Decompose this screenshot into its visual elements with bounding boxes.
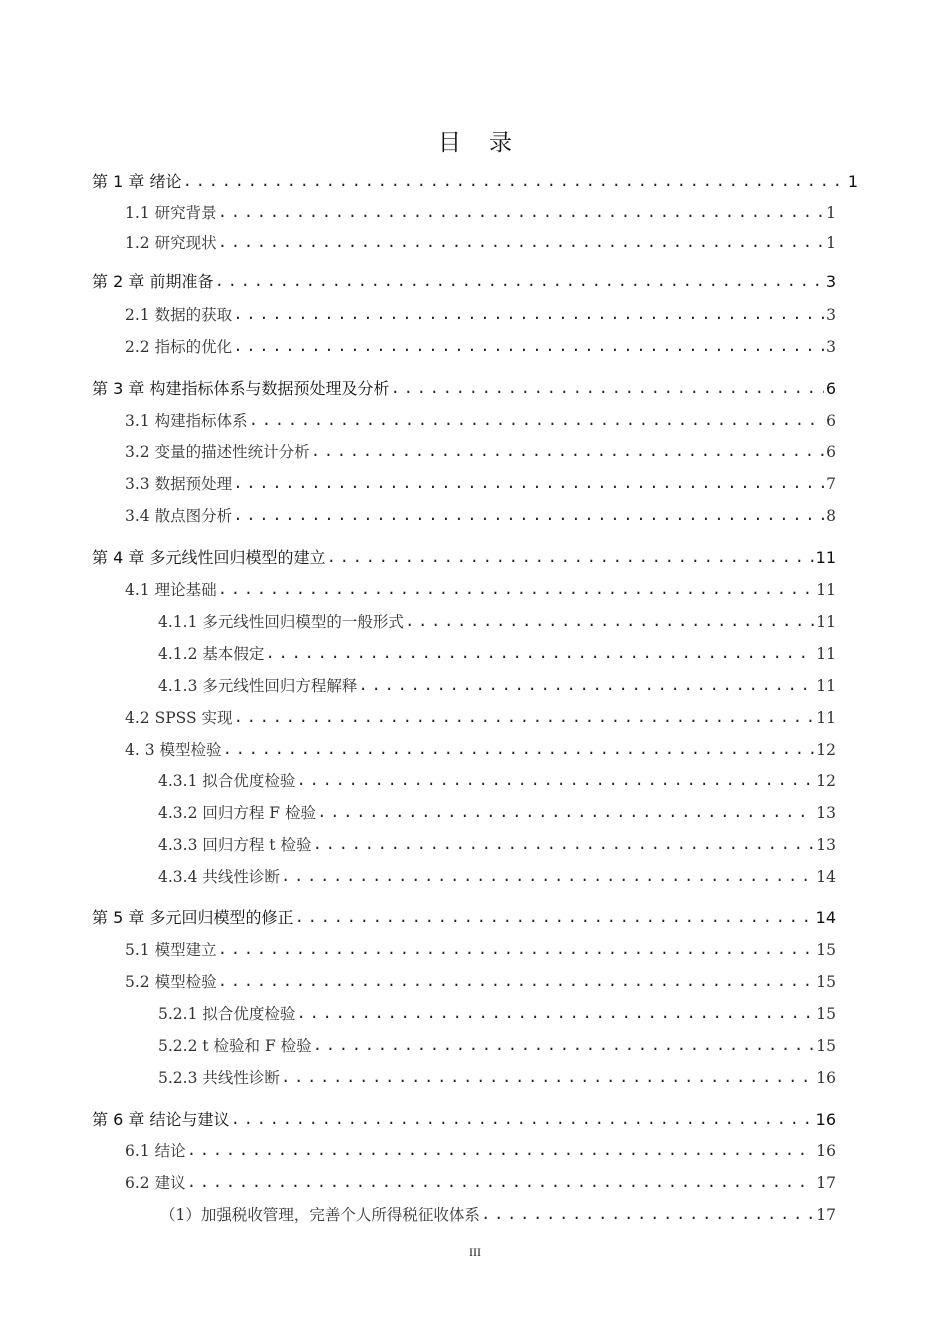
toc-entry-label: 1.1 研究背景 [125,204,217,222]
toc-entry-label: 2.2 指标的优化 [125,338,233,356]
toc-entry-label: 5.2.1 拟合优度检验 [158,1005,296,1023]
toc-entry-label: 5.2.2 t 检验和 F 检验 [158,1037,312,1055]
toc-entry-page-number: 8 [826,507,836,525]
toc-section-entry[interactable] [125,229,836,253]
dot-leader [296,771,814,791]
dot-leader [390,379,823,399]
toc-entry-label: 5.2.3 共线性诊断 [158,1069,280,1087]
toc-entry-label: 5.2 模型检验 [125,973,217,991]
toc-entry-label: 5.1 模型建立 [125,941,217,959]
toc-subsection-entry[interactable] [158,1000,836,1024]
dot-leader [233,337,824,357]
toc-entry-page-number: 14 [815,908,836,927]
toc-entry-page-number: 16 [815,1110,836,1129]
toc-chapter-entry[interactable] [92,375,836,399]
toc-entry-page-number: 15 [816,941,836,959]
dot-leader [481,1205,814,1225]
toc-entry-label: 1.2 研究现状 [125,234,217,252]
dot-leader [218,203,825,223]
toc-entry-page-number: 12 [816,741,836,759]
toc-entry-page-number: 11 [816,677,836,695]
toc-entry-label: 第 4 章 多元线性回归模型的建立 [92,548,326,567]
toc-entry-page-number: 7 [826,475,836,493]
toc-entry-page-number: 11 [816,645,836,663]
toc-entry-page-number: 15 [816,1037,836,1055]
toc-subsection-entry[interactable] [158,1032,836,1056]
toc-entry-page-number: 16 [816,1069,836,1087]
toc-subsection-entry[interactable] [158,863,836,887]
toc-subsection-entry[interactable] [158,1064,836,1088]
toc-chapter-entry[interactable] [92,268,836,292]
dot-leader [233,506,824,526]
toc-entry-page-number: 11 [816,613,836,631]
toc-entry-label: 4.3.3 回归方程 t 检验 [158,836,312,854]
toc-entry-label: （1）加强税收管理，完善个人所得税征收体系 [160,1206,480,1224]
dot-leader [233,474,824,494]
toc-section-entry[interactable] [125,438,836,462]
toc-entry-page-number: 11 [816,709,836,727]
toc-entry-label: 6.2 建议 [125,1174,186,1192]
toc-entry-page-number: 15 [816,973,836,991]
dot-leader [281,1068,814,1088]
toc-entry-page-number: 17 [816,1174,836,1192]
dot-leader [312,835,814,855]
toc-entry-label: 3.2 变量的描述性统计分析 [125,443,310,461]
toc-section-entry[interactable] [125,502,836,526]
dot-leader [218,580,815,600]
toc-entry-page-number: 13 [816,836,836,854]
dot-leader [311,442,825,462]
toc-entry-label: 4.3.2 回归方程 F 检验 [158,804,316,822]
toc-subsection-entry[interactable] [160,1201,836,1225]
toc-subsection-entry[interactable] [158,640,836,664]
toc-entry-label: 4.3.4 共线性诊断 [158,868,280,886]
toc-chapter-entry[interactable] [92,544,836,568]
dot-leader [187,1173,815,1193]
toc-entry-label: 4.1.3 多元线性回归方程解释 [158,677,358,695]
dot-leader [296,1004,814,1024]
toc-entry-page-number: 3 [825,272,836,291]
toc-entry-page-number: 14 [816,868,836,886]
toc-subsection-entry[interactable] [158,672,836,696]
toc-entry-label: 3.1 构建指标体系 [125,412,248,430]
dot-leader [223,740,815,760]
toc-section-entry[interactable] [125,936,836,960]
toc-chapter-entry[interactable] [92,904,836,928]
toc-section-entry[interactable] [125,333,836,357]
toc-entry-page-number: 6 [825,379,836,398]
toc-subsection-entry[interactable] [158,767,836,791]
toc-entry-page-number: 6 [826,443,836,461]
toc-entry-page-number: 13 [816,804,836,822]
toc-subsection-entry[interactable] [158,799,836,823]
toc-subsection-entry[interactable] [158,831,836,855]
toc-section-entry[interactable] [125,470,836,494]
toc-entry-page-number: 15 [816,1005,836,1023]
toc-entry-label: 第 2 章 前期准备 [92,272,214,291]
toc-section-entry[interactable] [125,407,836,431]
toc-entry-label: 4. 3 模型检验 [125,741,222,759]
dot-leader [230,1110,813,1130]
dot-leader [218,233,825,253]
dot-leader [234,708,815,728]
toc-entry-page-number: 16 [816,1142,836,1160]
dot-leader [405,612,814,632]
toc-entry-label: 4.2 SPSS 实现 [125,709,233,727]
toc-entry-label: 第 6 章 结论与建议 [92,1110,230,1129]
toc-entry-page-number: 12 [816,772,836,790]
toc-subsection-entry[interactable] [158,608,836,632]
toc-entry-label: 4.1.1 多元线性回归模型的一般形式 [158,613,404,631]
toc-entry-page-number: 17 [816,1206,836,1224]
dot-leader [294,908,813,928]
dot-leader [358,676,814,696]
toc-entry-page-number: 6 [826,412,836,430]
toc-entry-page-number: 11 [816,581,836,599]
toc-section-entry[interactable] [125,736,836,760]
toc-entry-label: 4.1.2 基本假定 [158,645,265,663]
toc-section-entry[interactable] [125,301,836,325]
toc-entry-page-number: 1 [826,234,836,252]
page-number-footer: III [469,1245,481,1259]
toc-section-entry[interactable] [125,1169,836,1193]
toc-chapter-entry[interactable] [92,1106,836,1130]
toc-entry-label: 6.1 结论 [125,1142,186,1160]
dot-leader [317,803,814,823]
dot-leader [233,305,824,325]
toc-entry-page-number: 3 [826,306,836,324]
dot-leader [265,644,814,664]
toc-section-entry[interactable] [125,968,836,992]
toc-entry-label: 第 3 章 构建指标体系与数据预处理及分析 [92,379,390,398]
toc-entry-page-number: 11 [815,548,836,567]
dot-leader [182,172,845,192]
toc-entry-label: 4.3.1 拟合优度检验 [158,772,296,790]
dot-leader [218,940,815,960]
toc-entry-label: 3.3 数据预处理 [125,475,233,493]
dot-leader [326,548,813,568]
dot-leader [313,1036,815,1056]
toc-entry-label: 3.4 散点图分析 [125,507,233,525]
toc-entry-label: 第 1 章 绪论 [92,172,182,191]
toc-entry-label: 4.1 理论基础 [125,581,217,599]
toc-entry-page-number: 3 [826,338,836,356]
toc-entry-label: 第 5 章 多元回归模型的修正 [92,908,294,927]
toc-entry-page-number: 1 [847,172,858,191]
toc-entry-label: 2.1 数据的获取 [125,306,233,324]
toc-section-entry[interactable] [125,1137,836,1161]
toc-section-entry[interactable] [125,576,836,600]
toc-section-entry[interactable] [125,704,836,728]
dot-leader [214,272,823,292]
toc-section-entry[interactable] [125,199,836,223]
dot-leader [281,867,814,887]
toc-entry-page-number: 1 [826,204,836,222]
dot-leader [218,972,815,992]
toc-chapter-entry[interactable] [92,168,858,192]
dot-leader [249,411,825,431]
dot-leader [187,1141,815,1161]
toc-title: 目录 [438,130,540,156]
